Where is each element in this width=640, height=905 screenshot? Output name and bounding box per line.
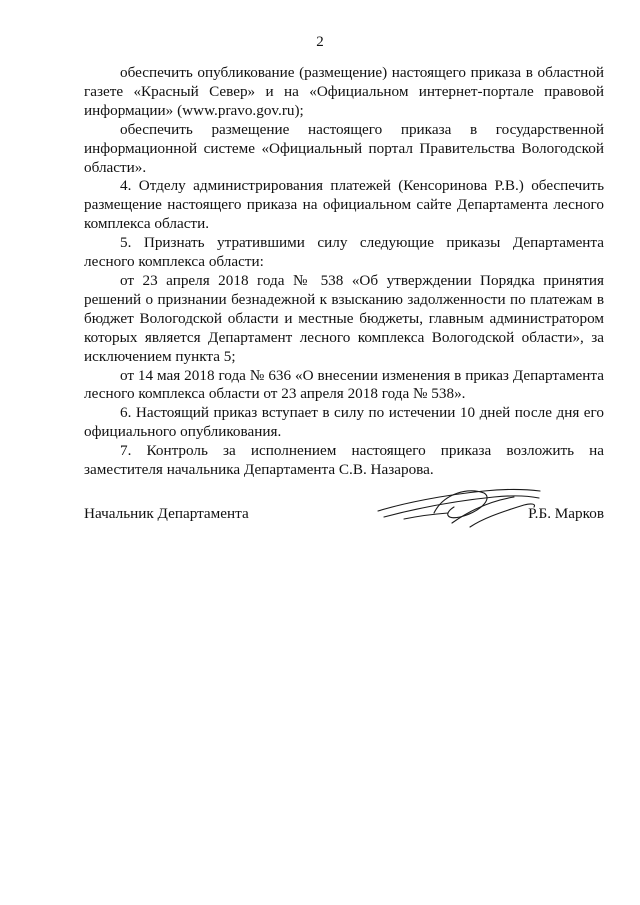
paragraph-publication-newspaper: обеспечить опубликование (размещение) настоящего приказа в областной газете «Красный Север» и на «Официальном интернет-портале правовой информации» (www.pravo.gov.ru); bbox=[84, 64, 604, 119]
paragraph-item-4: 4. Отделу администрирования платежей (Кенсоринова Р.В.) обеспечить размещение настоящего приказа на официальном сайте Департамента лесного комплекса области. bbox=[84, 177, 604, 233]
paragraph-item-7: 7. Контроль за исполнением настоящего приказа возложить на заместителя начальника Департамента С.В. Назарова. bbox=[84, 442, 604, 479]
paragraph-item-6: 6. Настоящий приказ вступает в силу по истечении 10 дней после дня его официального опубликования. bbox=[84, 404, 604, 441]
paragraph-order-538: от 23 апреля 2018 года № 538 «Об утверждении Порядка принятия решений о признании безнадежной к взысканию задолженности по платежам в бюджет Вологодской области и местные бюджеты, главным администратором которых является Департамент лесного комплекса Вологодской области», за исключением пункта 5; bbox=[84, 271, 604, 365]
signatory-name: Р.Б. Марков bbox=[528, 505, 604, 522]
paragraph-order-636: от 14 мая 2018 года № 636 «О внесении изменения в приказ Департамента лесного комплекса области от 23 апреля 2018 года № 538». bbox=[84, 366, 604, 403]
signatory-position: Начальник Департамента bbox=[84, 505, 249, 522]
paragraph-item-5: 5. Признать утратившими силу следующие приказы Департамента лесного комплекса области: bbox=[84, 234, 604, 271]
signature-block bbox=[84, 505, 604, 545]
paragraph-publication-portal: обеспечить размещение настоящего приказа в государственной информационной системе «Официальный портал Правительства Вологодской области». bbox=[84, 120, 604, 176]
page-number: 2 bbox=[316, 34, 324, 50]
handwritten-signature bbox=[374, 483, 544, 533]
document-body bbox=[84, 64, 604, 480]
